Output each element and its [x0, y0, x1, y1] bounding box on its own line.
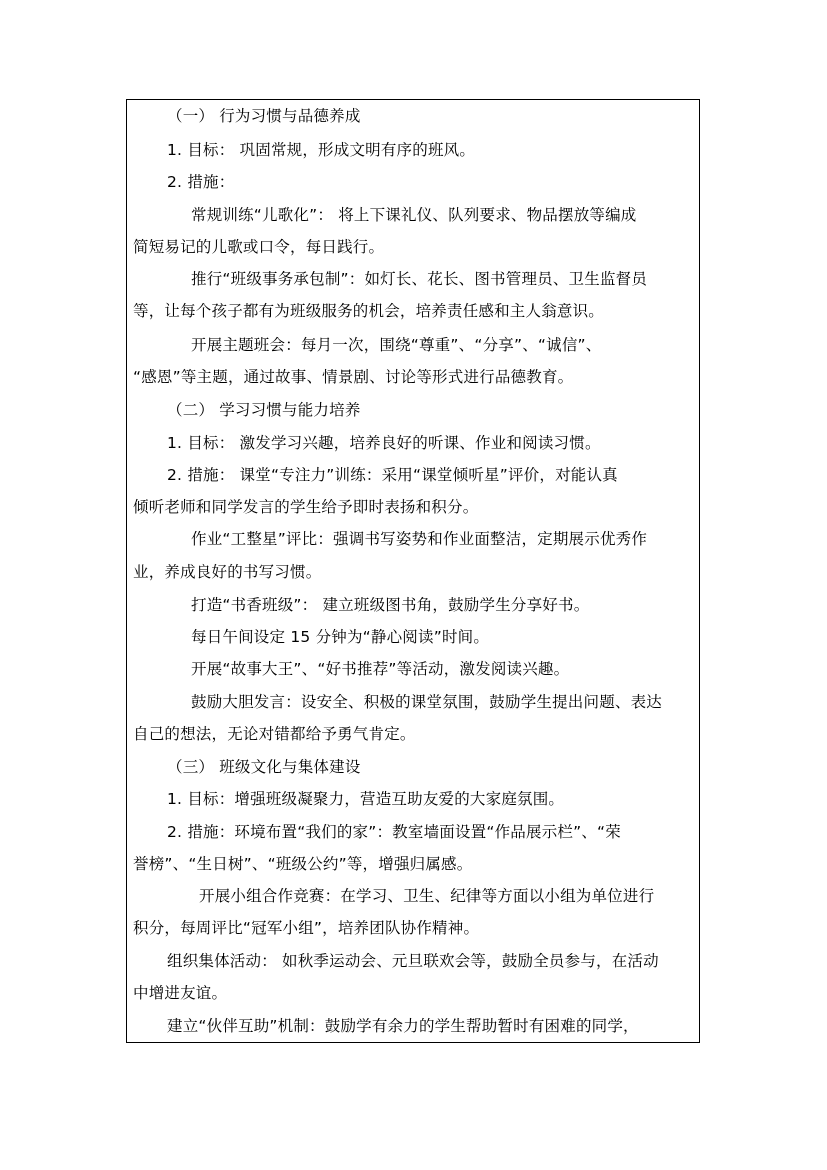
- text-line: 打造“书香班级”： 建立班级图书角，鼓励学生分享好书。: [191, 596, 590, 614]
- text-line: 1. 目标：增强班级凝聚力，营造互助友爱的大家庭氛围。: [167, 790, 565, 808]
- text-line: 常规训练“儿歌化”： 将上下课礼仪、队列要求、物品摆放等编成: [191, 206, 637, 224]
- text-line: 简短易记的儿歌或口令，每日践行。: [133, 238, 385, 256]
- section-heading-3: （三） 班级文化与集体建设: [167, 758, 361, 776]
- text-line: 2. 措施： 课堂“专注力”训练：采用“课堂倾听星”评价，对能认真: [167, 466, 618, 484]
- text-line: 誉榜”、“生日树”、“班级公约”等，增强归属感。: [133, 855, 473, 873]
- text-line: 中增进友谊。: [133, 984, 228, 1002]
- text-line: 开展主题班会：每月一次，围绕“尊重”、“分享”、“诚信”、: [191, 336, 602, 354]
- text-line: 业，养成良好的书写习惯。: [133, 563, 322, 581]
- text-line: 鼓励大胆发言：设安全、积极的课堂氛围，鼓励学生提出问题、表达: [191, 693, 663, 711]
- text-line: 组织集体活动： 如秋季运动会、元旦联欢会等，鼓励全员参与，在活动: [167, 952, 659, 970]
- text-line: 1. 目标： 巩固常规，形成文明有序的班风。: [167, 141, 476, 159]
- text-line: 倾听老师和同学发言的学生给予即时表扬和积分。: [133, 498, 479, 516]
- text-line: 2. 措施：环境布置“我们的家”：教室墙面设置“作品展示栏”、“荣: [167, 823, 621, 841]
- text-line: 2. 措施：: [167, 173, 235, 191]
- text-line: 开展“故事大王”、“好书推荐”等活动，激发阅读兴趣。: [191, 660, 570, 678]
- text-line: 每日午间设定 15 分钟为“静心阅读”时间。: [191, 628, 490, 646]
- text-line: 作业“工整星”评比：强调书写姿势和作业面整洁，定期展示优秀作: [191, 530, 648, 548]
- text-line: “感恩”等主题，通过故事、情景剧、讨论等形式进行品德教育。: [133, 368, 574, 386]
- section-heading-1: （一） 行为习惯与品德养成: [167, 107, 361, 125]
- text-line: 建立“伙伴互助”机制：鼓励学有余力的学生帮助暂时有困难的同学，: [167, 1017, 639, 1035]
- text-line: 开展小组合作竞赛：在学习、卫生、纪律等方面以小组为单位进行: [199, 887, 655, 905]
- text-line: 积分，每周评比“冠军小组”，培养团队协作精神。: [133, 919, 480, 937]
- section-heading-2: （二） 学习习惯与能力培养: [167, 401, 361, 419]
- text-line: 自己的想法，无论对错都给予勇气肯定。: [133, 725, 416, 743]
- text-line: 1. 目标： 激发学习兴趣，培养良好的听课、作业和阅读习惯。: [167, 434, 601, 452]
- text-line: 等，让每个孩子都有为班级服务的机会，培养责任感和主人翁意识。: [133, 302, 605, 320]
- text-line: 推行“班级事务承包制”：如灯长、花长、图书管理员、卫生监督员: [191, 270, 648, 288]
